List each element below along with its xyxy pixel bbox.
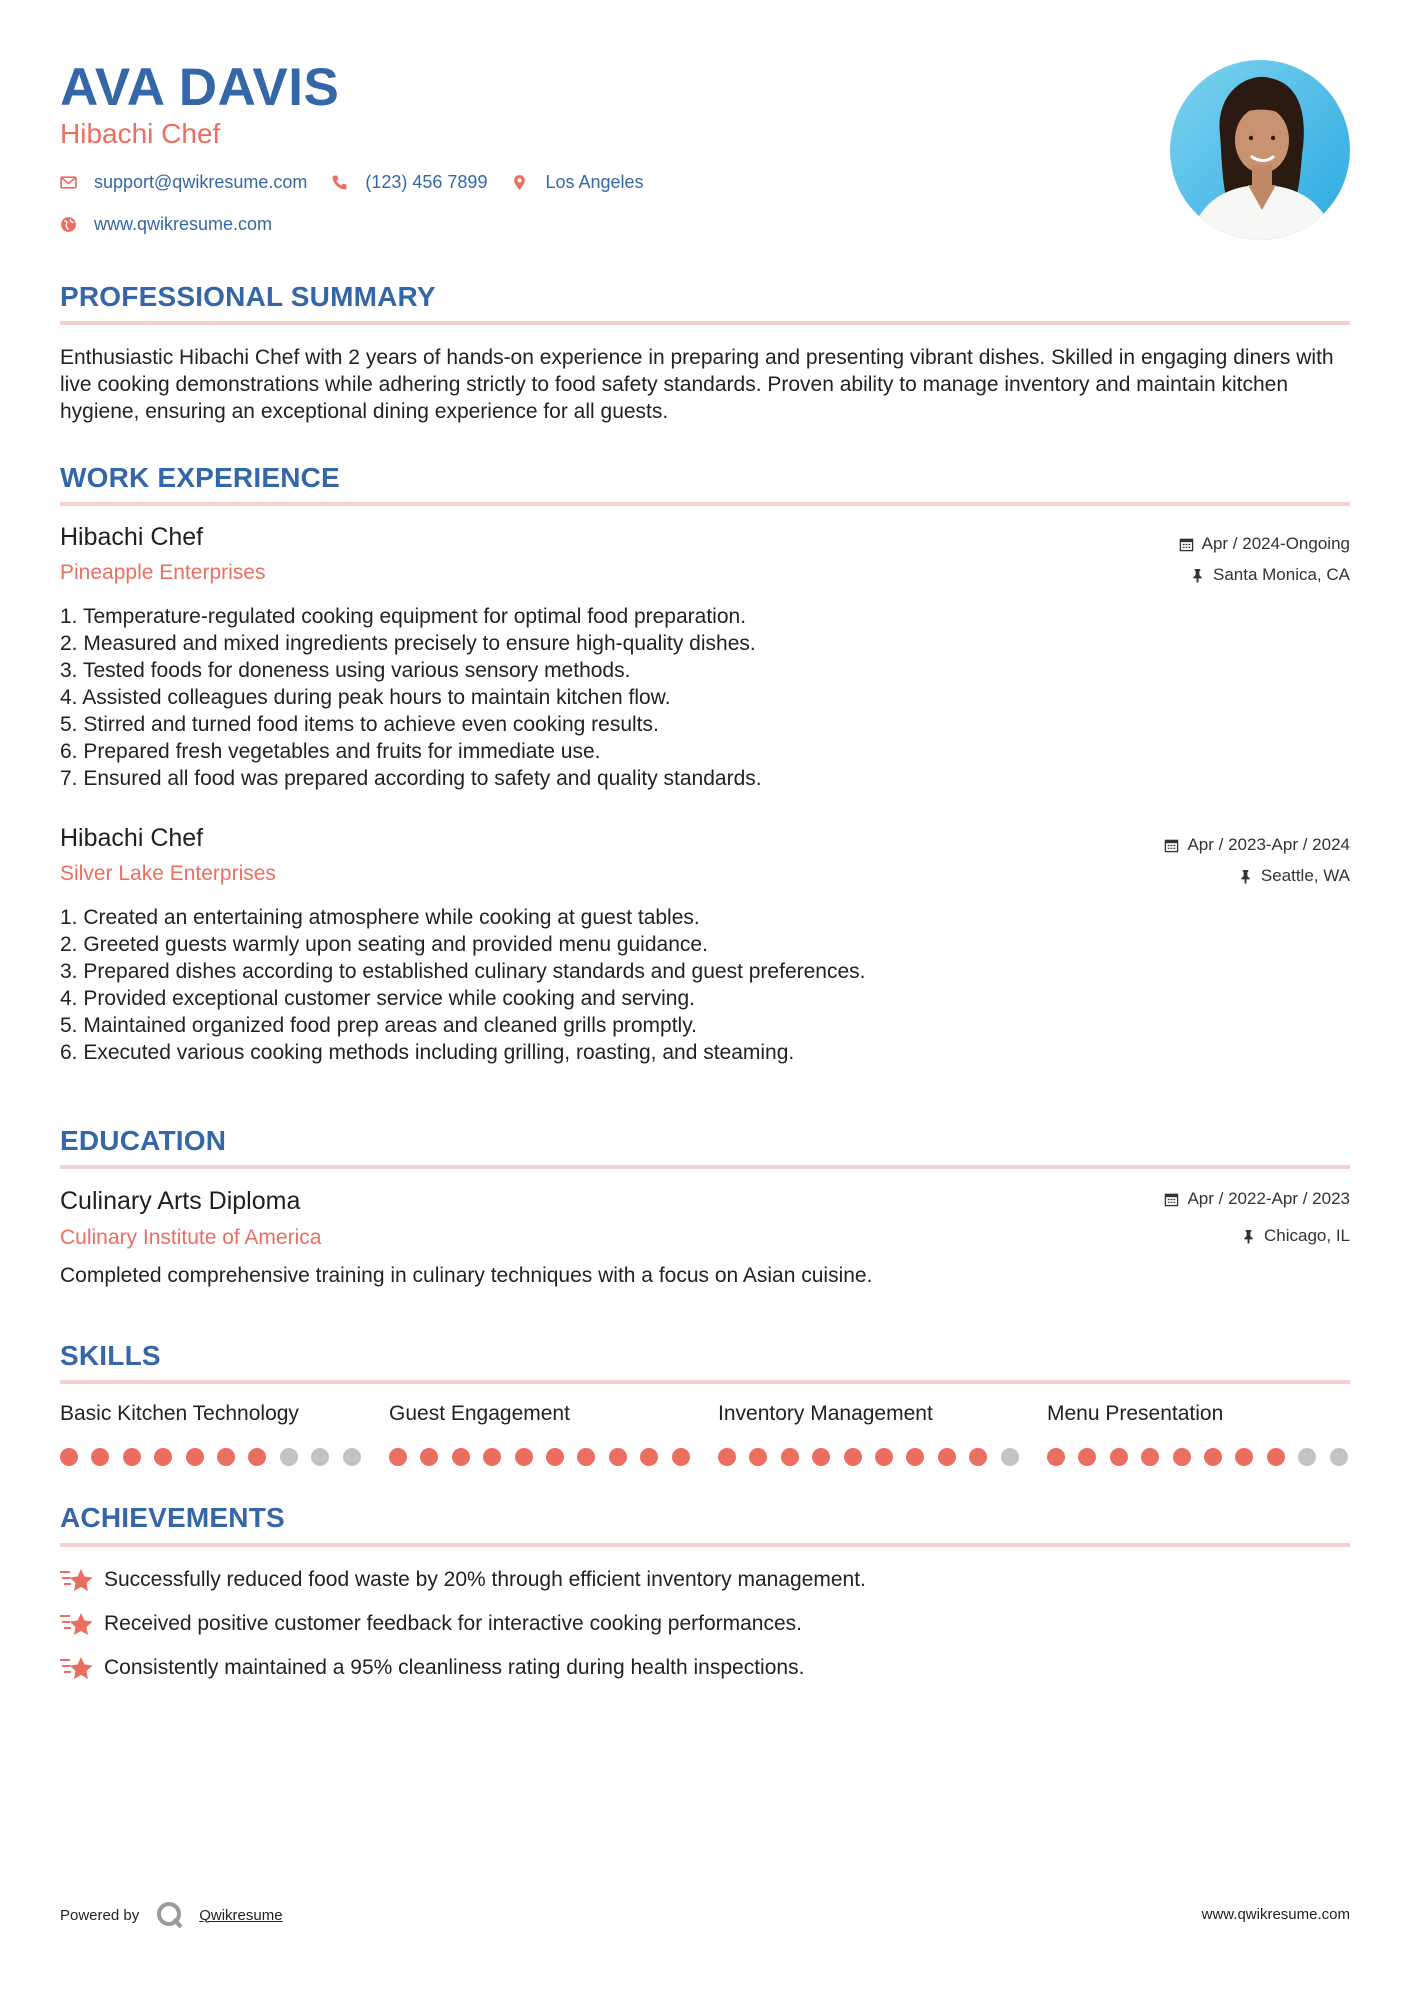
rating-dot-filled bbox=[1110, 1448, 1128, 1466]
rating-dot-empty bbox=[1330, 1448, 1348, 1466]
shooting-star-icon bbox=[60, 1566, 94, 1594]
job-title: Hibachi Chef bbox=[60, 824, 204, 852]
list-item: 5. Stirred and turned food items to achieve even cooking results. bbox=[60, 713, 659, 736]
calendar-icon bbox=[1179, 537, 1194, 552]
rating-dot-filled bbox=[248, 1448, 266, 1466]
candidate-name: AVA DAVIS bbox=[60, 58, 340, 117]
rating-dot-filled bbox=[154, 1448, 172, 1466]
email-text: support@qwikresume.com bbox=[94, 172, 308, 192]
job-location bbox=[1190, 565, 1350, 585]
job-bullets bbox=[60, 904, 866, 1066]
section-divider bbox=[60, 1543, 1350, 1547]
rating-dot-filled bbox=[812, 1448, 830, 1466]
list-item: 6. Prepared fresh vegetables and fruits for immediate use. bbox=[60, 740, 601, 763]
rating-dot-filled bbox=[1235, 1448, 1253, 1466]
qwikresume-logo-icon bbox=[155, 1900, 185, 1930]
section-divider bbox=[60, 502, 1350, 506]
list-item: 2. Greeted guests warmly upon seating and provided menu guidance. bbox=[60, 933, 708, 956]
rating-dot-filled bbox=[1173, 1448, 1191, 1466]
skill-name: Guest Engagement bbox=[389, 1402, 570, 1425]
rating-dot-filled bbox=[60, 1448, 78, 1466]
skill-rating bbox=[1047, 1448, 1361, 1466]
skill-item bbox=[1047, 1402, 1347, 1426]
rating-dot-filled bbox=[1078, 1448, 1096, 1466]
list-item: 1. Temperature-regulated cooking equipment for optimal food preparation. bbox=[60, 605, 747, 628]
list-item: 2. Measured and mixed ingredients precisely to ensure high-quality dishes. bbox=[60, 632, 756, 655]
job-dates bbox=[1164, 835, 1350, 855]
skill-name: Menu Presentation bbox=[1047, 1402, 1224, 1425]
rating-dot-filled bbox=[452, 1448, 470, 1466]
pushpin-icon bbox=[1190, 568, 1205, 583]
rating-dot-filled bbox=[938, 1448, 956, 1466]
rating-dot-empty bbox=[1001, 1448, 1019, 1466]
skill-item bbox=[60, 1402, 360, 1426]
education-location bbox=[1241, 1226, 1350, 1246]
rating-dot-filled bbox=[577, 1448, 595, 1466]
section-heading-summary: PROFESSIONAL SUMMARY bbox=[60, 281, 436, 312]
footer-powered-by bbox=[60, 1900, 283, 1930]
achievement-item bbox=[60, 1610, 802, 1638]
list-item: 7. Ensured all food was prepared according to safety and quality standards. bbox=[60, 767, 762, 790]
pushpin-icon bbox=[1241, 1229, 1256, 1244]
achievement-text: Consistently maintained a 95% cleanliness rating during health inspections. bbox=[104, 1656, 805, 1679]
calendar-icon bbox=[1164, 1192, 1179, 1207]
job-dates bbox=[1179, 534, 1350, 554]
skill-rating bbox=[60, 1448, 374, 1466]
job-bullets bbox=[60, 603, 762, 792]
rating-dot-filled bbox=[483, 1448, 501, 1466]
rating-dot-filled bbox=[640, 1448, 658, 1466]
achievement-item bbox=[60, 1654, 804, 1682]
education-location-text: Chicago, IL bbox=[1264, 1226, 1350, 1245]
rating-dot-filled bbox=[718, 1448, 736, 1466]
rating-dot-filled bbox=[1267, 1448, 1285, 1466]
globe-icon bbox=[60, 216, 77, 233]
rating-dot-filled bbox=[969, 1448, 987, 1466]
contact-phone[interactable] bbox=[331, 172, 487, 193]
skill-name: Inventory Management bbox=[718, 1402, 933, 1425]
job-dates-text: Apr / 2023-Apr / 2024 bbox=[1187, 835, 1350, 854]
website-text: www.qwikresume.com bbox=[94, 214, 273, 234]
job-location-text: Santa Monica, CA bbox=[1212, 565, 1350, 584]
section-divider bbox=[60, 321, 1350, 325]
footer-site[interactable]: www.qwikresume.com bbox=[1201, 1906, 1350, 1923]
job-title: Hibachi Chef bbox=[60, 523, 204, 551]
section-divider bbox=[60, 1165, 1350, 1169]
rating-dot-filled bbox=[1141, 1448, 1159, 1466]
job-location-text: Seattle, WA bbox=[1260, 866, 1350, 885]
job-company: Silver Lake Enterprises bbox=[60, 862, 276, 885]
list-item: 4. Provided exceptional customer service while cooking and serving. bbox=[60, 987, 695, 1010]
achievement-item bbox=[60, 1566, 866, 1594]
rating-dot-empty bbox=[280, 1448, 298, 1466]
calendar-icon bbox=[1164, 838, 1179, 853]
contact-location bbox=[511, 172, 643, 193]
rating-dot-filled bbox=[875, 1448, 893, 1466]
rating-dot-filled bbox=[123, 1448, 141, 1466]
education-description: Completed comprehensive training in culinary techniques with a focus on Asian cuisine. bbox=[60, 1264, 873, 1287]
section-heading-skills: SKILLS bbox=[60, 1340, 161, 1371]
list-item: 4. Assisted colleagues during peak hours to maintain kitchen flow. bbox=[60, 686, 671, 709]
section-heading-achievements: ACHIEVEMENTS bbox=[60, 1502, 285, 1533]
phone-icon bbox=[331, 174, 348, 191]
rating-dot-filled bbox=[217, 1448, 235, 1466]
education-dates-text: Apr / 2022-Apr / 2023 bbox=[1187, 1189, 1350, 1208]
brand-link[interactable]: Qwikresume bbox=[199, 1906, 283, 1924]
section-divider bbox=[60, 1380, 1350, 1384]
rating-dot-empty bbox=[343, 1448, 361, 1466]
powered-by-text: Powered by bbox=[60, 1906, 140, 1924]
shooting-star-icon bbox=[60, 1610, 94, 1638]
achievement-text: Received positive customer feedback for interactive cooking performances. bbox=[104, 1612, 803, 1635]
rating-dot-filled bbox=[546, 1448, 564, 1466]
skill-rating bbox=[389, 1448, 703, 1466]
shooting-star-icon bbox=[60, 1654, 94, 1682]
list-item: 3. Tested foods for doneness using various sensory methods. bbox=[60, 659, 631, 682]
contact-website[interactable] bbox=[60, 214, 272, 235]
rating-dot-filled bbox=[749, 1448, 767, 1466]
rating-dot-filled bbox=[389, 1448, 407, 1466]
pushpin-icon bbox=[1238, 869, 1253, 884]
achievement-text: Successfully reduced food waste by 20% through efficient inventory management. bbox=[104, 1568, 866, 1591]
job-location bbox=[1238, 866, 1350, 886]
rating-dot-filled bbox=[91, 1448, 109, 1466]
list-item: 1. Created an entertaining atmosphere while cooking at guest tables. bbox=[60, 906, 700, 929]
rating-dot-filled bbox=[186, 1448, 204, 1466]
rating-dot-filled bbox=[844, 1448, 862, 1466]
contact-row-2 bbox=[60, 214, 296, 235]
map-pin-icon bbox=[511, 174, 528, 191]
contact-email[interactable] bbox=[60, 172, 307, 193]
list-item: 3. Prepared dishes according to established culinary standards and guest preferences. bbox=[60, 960, 866, 983]
section-heading-education: EDUCATION bbox=[60, 1125, 227, 1156]
rating-dot-filled bbox=[1204, 1448, 1222, 1466]
rating-dot-filled bbox=[1047, 1448, 1065, 1466]
envelope-icon bbox=[60, 174, 77, 191]
skill-item bbox=[718, 1402, 1018, 1426]
skill-name: Basic Kitchen Technology bbox=[60, 1402, 299, 1425]
section-heading-experience: WORK EXPERIENCE bbox=[60, 462, 340, 493]
rating-dot-filled bbox=[515, 1448, 533, 1466]
education-school: Culinary Institute of America bbox=[60, 1226, 322, 1249]
skill-rating bbox=[718, 1448, 1032, 1466]
education-dates bbox=[1164, 1189, 1350, 1209]
profile-photo bbox=[1170, 60, 1350, 240]
list-item: 6. Executed various cooking methods including grilling, roasting, and steaming. bbox=[60, 1041, 795, 1064]
candidate-title: Hibachi Chef bbox=[60, 118, 221, 149]
contact-row-1 bbox=[60, 172, 668, 193]
list-item: 5. Maintained organized food prep areas and cleaned grills promptly. bbox=[60, 1014, 697, 1037]
education-degree: Culinary Arts Diploma bbox=[60, 1187, 301, 1215]
phone-text: (123) 456 7899 bbox=[365, 172, 488, 192]
rating-dot-filled bbox=[672, 1448, 690, 1466]
summary-text: Enthusiastic Hibachi Chef with 2 years of hands-on experience in preparing and presenting vibrant dishes. Skilled in engaging diners with live cooking demonstrations while adhering strictly to food safety standards. Proven ability to manage inventory and maintain kitchen hygiene, ensuring an exceptional dining experience for all guests. bbox=[60, 346, 1334, 423]
rating-dot-filled bbox=[906, 1448, 924, 1466]
rating-dot-filled bbox=[420, 1448, 438, 1466]
job-dates-text: Apr / 2024-Ongoing bbox=[1201, 534, 1350, 553]
rating-dot-filled bbox=[609, 1448, 627, 1466]
job-company: Pineapple Enterprises bbox=[60, 561, 266, 584]
rating-dot-empty bbox=[311, 1448, 329, 1466]
skill-item bbox=[389, 1402, 689, 1426]
rating-dot-empty bbox=[1298, 1448, 1316, 1466]
location-text: Los Angeles bbox=[545, 172, 644, 192]
resume-page bbox=[60, 0, 1350, 1990]
rating-dot-filled bbox=[781, 1448, 799, 1466]
